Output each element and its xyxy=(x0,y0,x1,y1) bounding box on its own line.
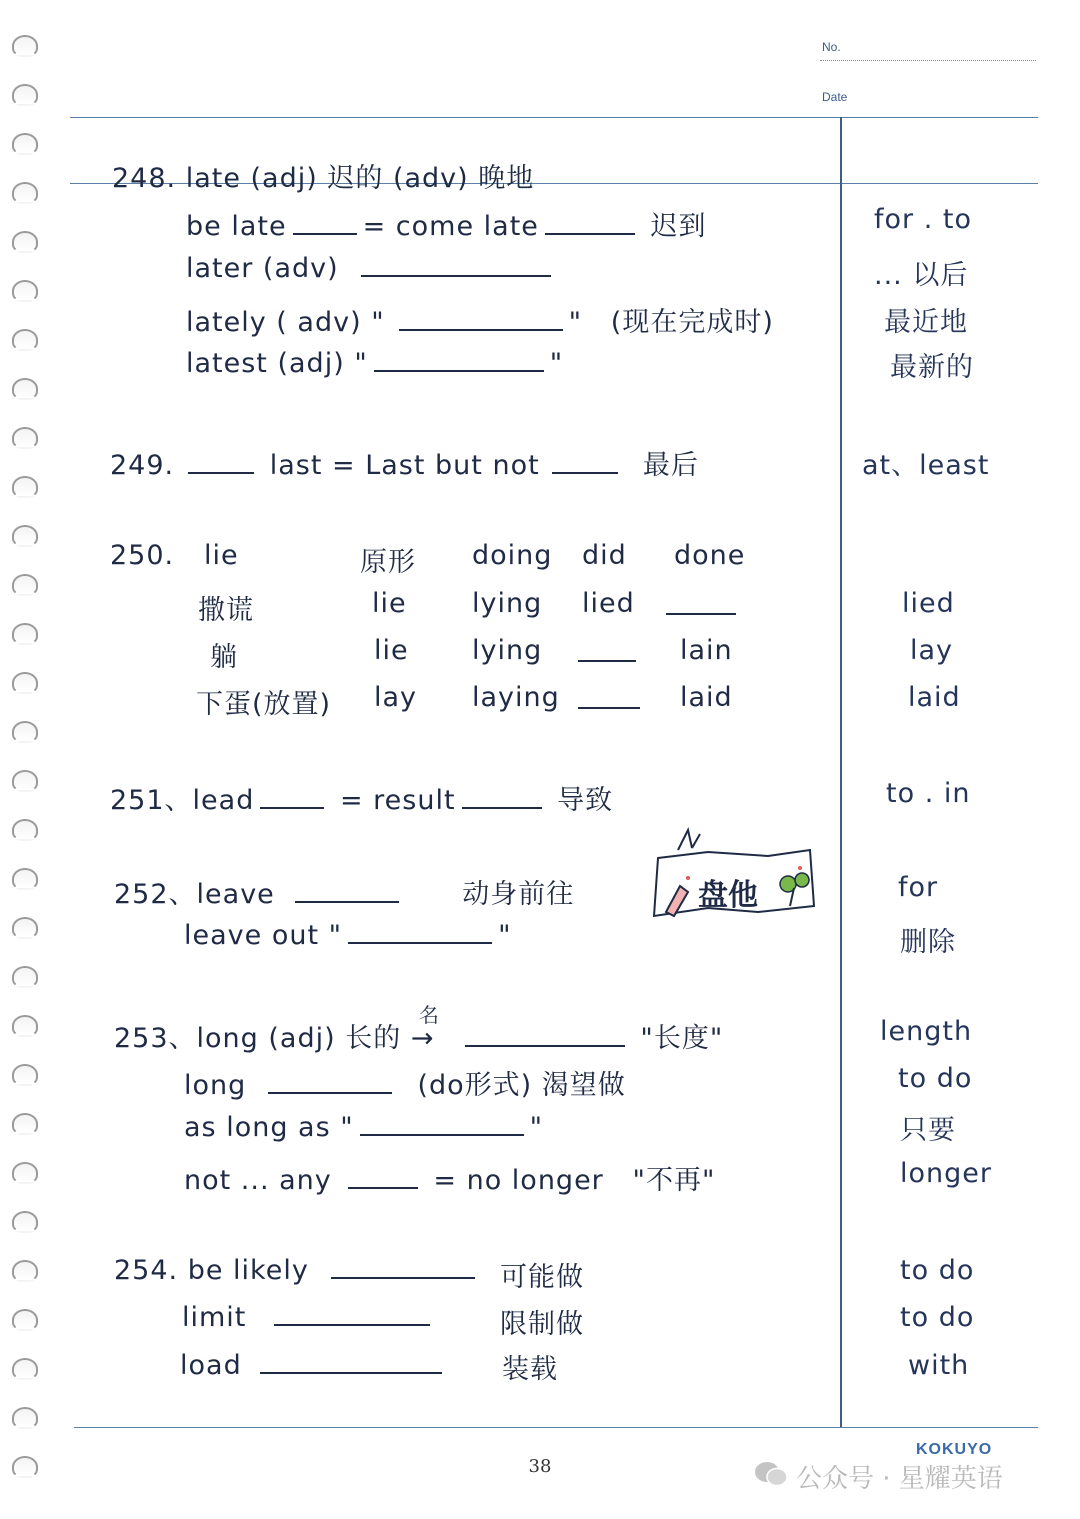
entry-254-line2: limit xyxy=(182,1302,436,1333)
table-cell: lie xyxy=(374,635,409,666)
ring xyxy=(12,476,38,498)
ring xyxy=(12,1211,38,1233)
entry-252-line2: leave out " " xyxy=(184,920,512,951)
blank xyxy=(360,1133,524,1136)
ring xyxy=(12,819,38,841)
ring xyxy=(12,1113,38,1135)
top-rule xyxy=(70,117,1038,118)
blank xyxy=(361,274,551,277)
ring xyxy=(12,84,38,106)
answer-254-1: to do xyxy=(900,1255,975,1286)
answer-253-2: to do xyxy=(898,1063,973,1094)
entry-248-line3: later (adv) xyxy=(186,253,557,284)
date-label: Date xyxy=(822,90,848,104)
table-cell: done xyxy=(674,540,746,571)
brand-logo: KOKUYO xyxy=(916,1441,993,1458)
blank xyxy=(348,1186,418,1189)
blank xyxy=(260,1371,442,1374)
table-cell: lied xyxy=(582,588,635,619)
answer-250-1: lied xyxy=(902,588,955,619)
entry-254-cn1: 可能做 xyxy=(500,1262,584,1293)
no-dotted-line xyxy=(820,60,1036,61)
blank xyxy=(293,232,357,235)
margin-divider xyxy=(840,117,842,1427)
wechat-icon xyxy=(754,1460,788,1488)
answer-252-2: 删除 xyxy=(900,927,956,958)
blank xyxy=(552,471,618,474)
arrow-icon: 名 → xyxy=(410,1003,440,1054)
blank xyxy=(465,1044,625,1047)
entry-251: 251、lead = result 导致 xyxy=(110,785,614,816)
answer-250-2: lay xyxy=(910,635,954,666)
ring xyxy=(12,1064,38,1086)
blank xyxy=(348,941,492,944)
table-cell: 原形 xyxy=(360,547,416,578)
ring xyxy=(12,672,38,694)
blank xyxy=(374,369,544,372)
table-cell: laying xyxy=(472,682,560,713)
table-cell: lie xyxy=(204,540,239,571)
answer-248-2: ... 以后 xyxy=(874,260,969,291)
spiral-binding xyxy=(0,0,60,1519)
blank xyxy=(295,900,399,903)
sticker-text: 盘他 xyxy=(698,878,758,913)
ring xyxy=(12,966,38,988)
blank xyxy=(545,232,635,235)
blank xyxy=(666,612,736,615)
blank xyxy=(578,706,640,709)
entry-254-line3: load xyxy=(180,1350,448,1381)
table-cell: doing xyxy=(472,540,553,571)
entry-248-line2: be late = come late 迟到 xyxy=(186,211,707,242)
ring xyxy=(12,378,38,400)
entry-248-line4: lately ( adv) " " (现在完成时) xyxy=(186,307,774,338)
answer-253-3: 只要 xyxy=(900,1115,956,1146)
watermark: 公众号 · 星耀英语 xyxy=(796,1464,1003,1494)
answer-248-4: 最新的 xyxy=(890,352,974,383)
entry-249: 249. last = Last but not 最后 xyxy=(110,450,699,481)
answer-248-1: for . to xyxy=(874,204,972,235)
entry-253-line2: long (do形式) 渴望做 xyxy=(184,1070,626,1101)
entry-253-line4: not ... any = no longer "不再" xyxy=(184,1165,716,1196)
ring xyxy=(12,525,38,547)
ring xyxy=(12,574,38,596)
ring xyxy=(12,1162,38,1184)
blank xyxy=(268,1091,392,1094)
ring xyxy=(12,35,38,57)
blank xyxy=(260,806,324,809)
blank xyxy=(578,659,636,662)
ring xyxy=(12,133,38,155)
ring xyxy=(12,182,38,204)
entry-253-line3: as long as " " xyxy=(184,1112,544,1143)
table-cell: lain xyxy=(680,635,733,666)
table-cell: 下蛋(放置) xyxy=(196,689,332,720)
entry-248-title: 248. late (adj) 迟的 (adv) 晚地 xyxy=(112,163,535,194)
answer-253-1: length xyxy=(880,1016,973,1047)
blank xyxy=(274,1323,430,1326)
entry-248-line5: latest (adj) " " xyxy=(186,348,564,379)
table-cell: lay xyxy=(374,682,418,713)
answer-249: at、least xyxy=(862,450,990,481)
entry-253-line1: 253、long (adj) 长的 名 → "长度" xyxy=(114,1003,724,1054)
ring xyxy=(12,623,38,645)
answer-253-4: longer xyxy=(900,1158,992,1189)
entry-252-line1: 252、leave 动身前往 xyxy=(114,879,575,910)
answer-252-1: for xyxy=(898,872,939,903)
blank xyxy=(331,1276,475,1279)
bottom-rule xyxy=(74,1427,1038,1428)
table-cell: 躺 xyxy=(210,642,238,673)
blank xyxy=(462,806,542,809)
ring xyxy=(12,1358,38,1380)
ring xyxy=(12,1309,38,1331)
ring xyxy=(12,721,38,743)
page-number: 38 xyxy=(528,1456,552,1477)
ring xyxy=(12,280,38,302)
table-cell: 撒谎 xyxy=(198,595,254,626)
entry-254-line1: 254. be likely xyxy=(114,1255,481,1286)
entry-254-cn3: 装载 xyxy=(502,1354,558,1385)
ring xyxy=(12,868,38,890)
ring xyxy=(12,1407,38,1429)
ring xyxy=(12,427,38,449)
blank xyxy=(188,471,254,474)
table-cell: did xyxy=(582,540,627,571)
answer-254-3: with xyxy=(908,1350,970,1381)
entry-254-cn2: 限制做 xyxy=(500,1309,584,1340)
table-cell: lie xyxy=(372,588,407,619)
ring xyxy=(12,917,38,939)
no-label: No. xyxy=(822,40,841,54)
answer-254-2: to do xyxy=(900,1302,975,1333)
ring xyxy=(12,1015,38,1037)
entry-250-number: 250. xyxy=(110,540,175,571)
table-cell: lying xyxy=(472,635,543,666)
answer-250-3: laid xyxy=(908,682,961,713)
sticker-doodle xyxy=(648,826,818,926)
blank xyxy=(399,328,563,331)
ring xyxy=(12,1260,38,1282)
table-cell: laid xyxy=(680,682,733,713)
ring xyxy=(12,770,38,792)
answer-248-3: 最近地 xyxy=(884,307,968,338)
ring xyxy=(12,231,38,253)
ring xyxy=(12,329,38,351)
answer-251: to . in xyxy=(886,778,971,809)
table-cell: lying xyxy=(472,588,543,619)
